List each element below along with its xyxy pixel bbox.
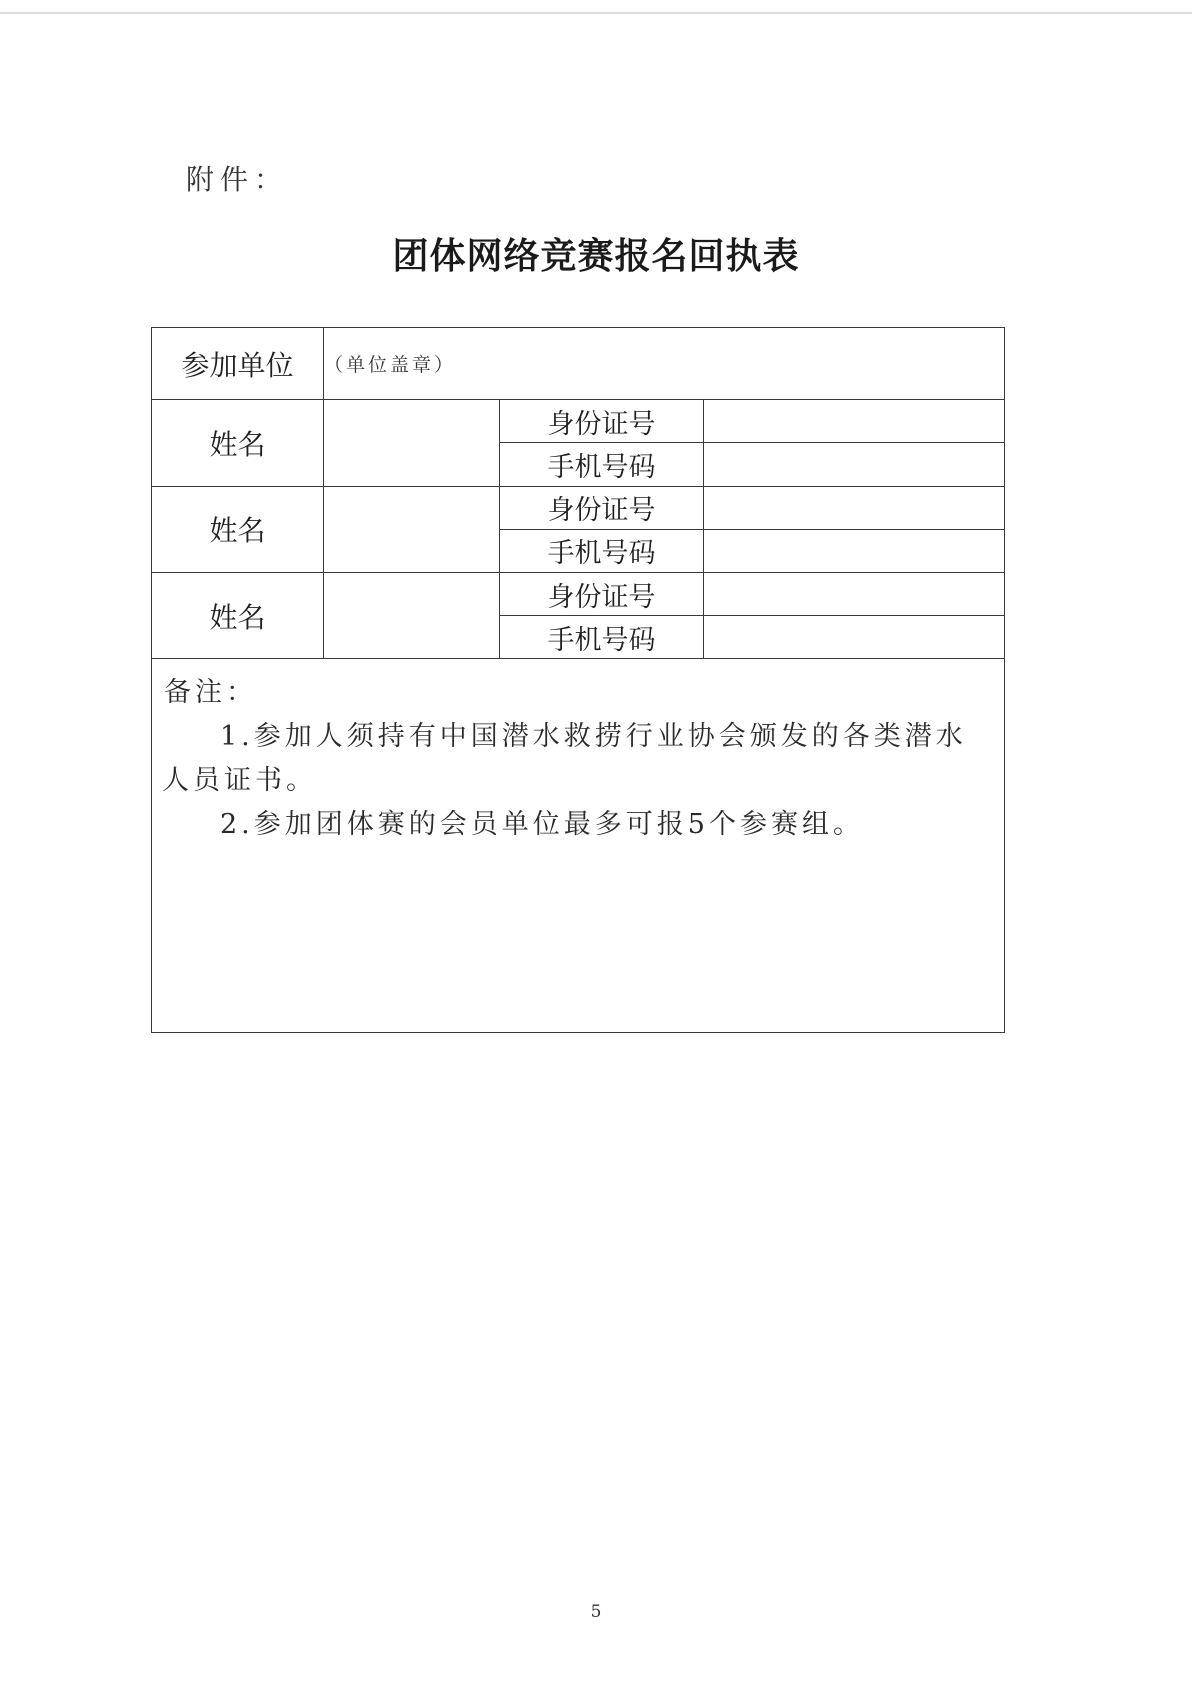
unit-stamp-hint: （单位盖章） [324, 354, 457, 377]
unit-label: 参加单位 [152, 328, 324, 400]
member-id-field[interactable] [704, 400, 1005, 443]
member-phone-field[interactable] [704, 529, 1005, 572]
member-name-field[interactable] [324, 400, 500, 486]
member-name-label: 姓名 [152, 400, 324, 486]
notes-cell [152, 659, 1005, 1033]
member-row [152, 486, 1005, 529]
member-row [152, 572, 1005, 615]
member-id-label: 身份证号 [500, 572, 704, 615]
page-number: 5 [590, 1602, 602, 1622]
member-name-label: 姓名 [152, 572, 324, 658]
registration-form-table [151, 327, 1005, 1033]
member-phone-label: 手机号码 [500, 616, 704, 659]
document-title: 团体网络竞赛报名回执表 [392, 236, 800, 277]
member-name-field[interactable] [324, 486, 500, 572]
member-id-label: 身份证号 [500, 486, 704, 529]
notes-title: 备注： [164, 677, 257, 709]
member-phone-label: 手机号码 [500, 529, 704, 572]
unit-stamp-field[interactable] [324, 328, 1005, 400]
member-name-label: 姓名 [152, 486, 324, 572]
notes-row [152, 659, 1005, 1033]
member-row [152, 400, 1005, 443]
member-phone-field[interactable] [704, 443, 1005, 486]
notes-item: 1.参加人须持有中国潜水救捞行业协会颁发的各类潜水人员证书。 [162, 721, 967, 797]
notes-item: 2.参加团体赛的会员单位最多可报5个参赛组。 [220, 809, 864, 841]
member-phone-field[interactable] [704, 616, 1005, 659]
top-border-line [0, 12, 1192, 14]
member-id-label: 身份证号 [500, 400, 704, 443]
unit-row [152, 328, 1005, 400]
member-phone-label: 手机号码 [500, 443, 704, 486]
member-name-field[interactable] [324, 572, 500, 658]
member-id-field[interactable] [704, 572, 1005, 615]
attachment-label: 附件： [186, 163, 289, 196]
member-id-field[interactable] [704, 486, 1005, 529]
